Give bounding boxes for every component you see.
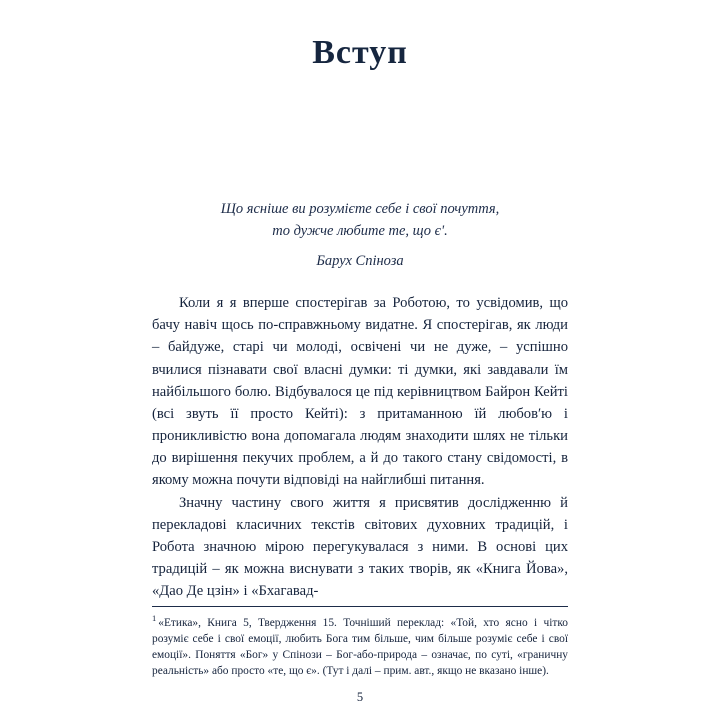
body-text [152,292,568,602]
footnote-text [152,612,568,680]
page-number: 5 [356,690,364,704]
paragraph-2: Значну частину свого життя я присвятив дослідженню й перекладові класичних текстів світових духовних традицій, і Робота значною мірою перегукувалася з ними. В основі цих традицій – як можна виснувати з таких творів, як «Книга Йова», «Дао Де цзін» і «Бхагавад- [152,494,568,600]
epigraph-line-1: Що ясніше ви розумієте себе і свої почуття, [220,201,500,217]
page-title: Вступ [312,34,408,71]
paragraph-1: Коли я я вперше спостерігав за Роботою, то усвідомив, що бачу навіч щось по-справжньому видатне. Я спостерігав, як люди – байдуже, старі чи молоді, освічені чи не дуже, – успішно вчилися пізнавати свої власні думки: ті думки, які завдавали їм найбільшого болю. Відбувалося це під керівництвом Байрон Кейті (всі звуть її просто Кейті): з притаманною їй любовʹю і проникливістю вона допомагала людям знаходити шлях не тільки до вирішення пекучих проблем, а й до такого стану свідомості, в якому можна почути відповіді на найглибші питання. [152,295,568,489]
footnote [152,612,568,680]
epigraph-line-2: то дужче любите те, що єʹ. [272,223,448,240]
epigraph-attribution: Барух Спіноза [316,252,404,269]
footnote-marker: 1 [152,613,157,623]
footnote-divider [152,606,568,607]
footnote-body: «Етика», Книга 5, Твердження 15. Точніший переклад: «Той, хто ясно і чітко розуміє себе і свої емоції, любить Бога тим більше, чим більше розуміє себе і свої емоції». Поняття «Бог» у Спінози – Бог-або-природа – означає, по суті, «граничну реальність» або просто «те, що є». (Тут і далі – прим. авт., якщо не вказано інше). [152,616,568,678]
epigraph [0,198,720,272]
